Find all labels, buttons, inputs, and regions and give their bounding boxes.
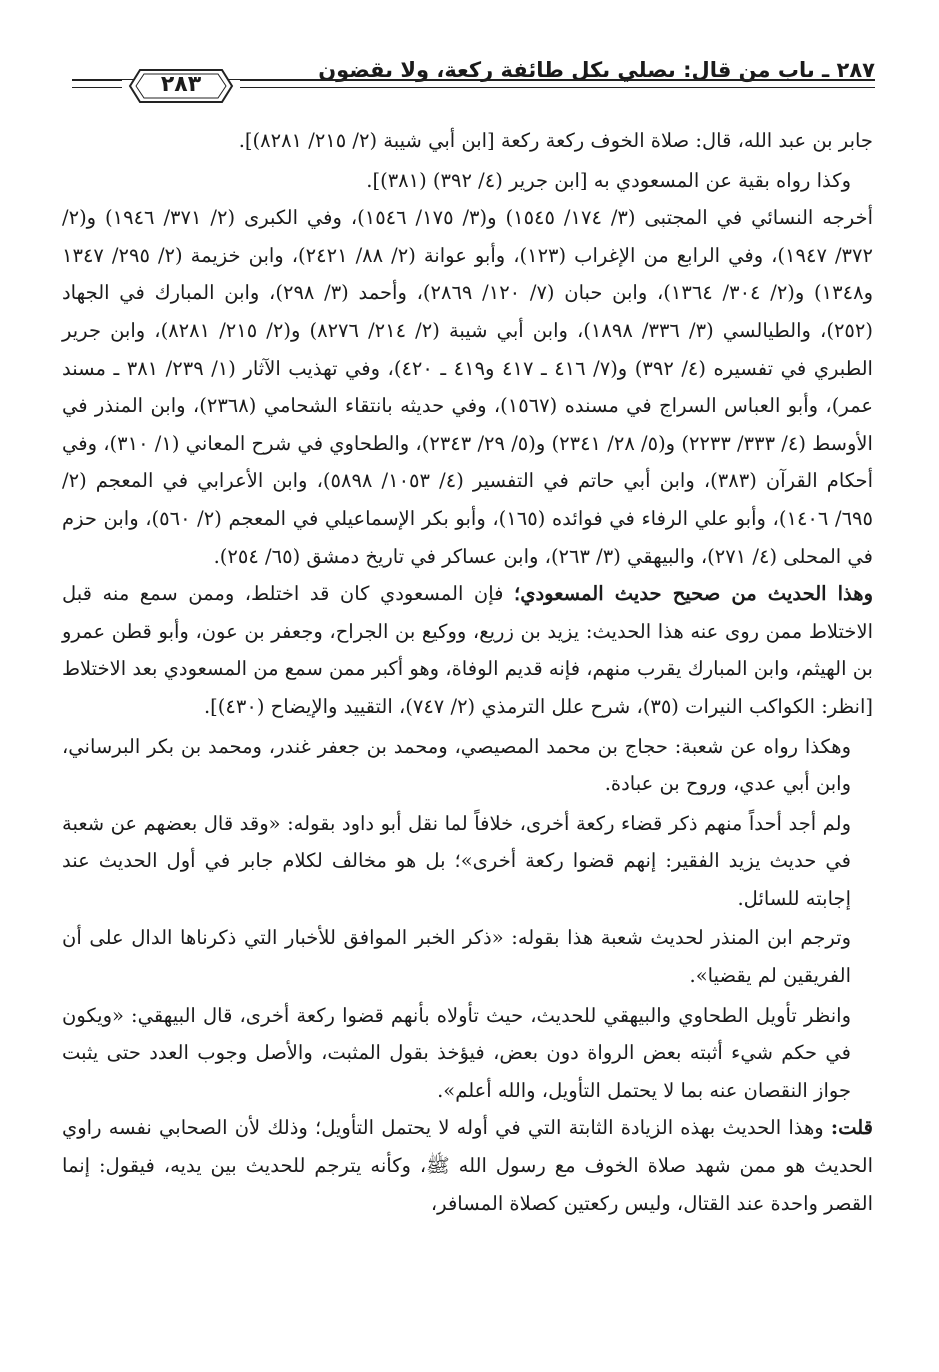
paragraph	[62, 1109, 873, 1222]
page-number-badge	[122, 66, 240, 106]
paragraph-text: وهكذا رواه عن شعبة: حجاج بن محمد المصيصي، ومحمد بن جعفر غندر، ومحمد بن بكر البرساني، وابن أبي عدي، وروح بن عبادة.	[62, 734, 851, 796]
paragraph	[62, 122, 873, 160]
paragraph-text: وترجم ابن المنذر لحديث شعبة هذا بقوله: «ذكر الخبر الموافق للأخبار التي ذكرناها الدال على أن الفريقين لم يقضيا».	[62, 926, 851, 988]
body-text	[62, 122, 873, 1222]
paragraph-text: ولم أجد أحداً منهم ذكر قضاء ركعة أخرى، خلافاً لما نقل أبو داود بقوله: «وقد قال بعضهم عن شعبة في حديث يزيد الفقير: إنهم قضوا ركعة أخرى»؛ بل هو مخالف لكلام جابر في أول الحديث عند إجابته للسائل.	[62, 811, 851, 910]
paragraph	[62, 805, 873, 918]
paragraph-text: وهذا الحديث بهذه الزيادة الثابتة التي في أوله لا يحتمل التأويل؛ وذلك لأن الصحابي نفسه راوي الحديث هو ممن شهد صلاة الخوف مع رسول الله ﷺ، وكأنه يترجم للحديث بين يديه، فيقول: إنما القصر واحدة عند القتال، وليس ركعتين كصلاة المسافر،	[62, 1116, 873, 1215]
page-number: ٢٨٣	[160, 72, 202, 97]
paragraph	[62, 919, 873, 994]
paragraph-lead: وهذا الحديث من صحيح حديث المسعودي؛	[514, 582, 873, 606]
paragraph-text: أخرجه النسائي في المجتبى (٣/ ١٧٤/ ١٥٤٥) و(٣/ ١٧٥/ ١٥٤٦)، وفي الكبرى (٢/ ٣٧١/ ١٩٤٦) و(٢/ ٣٧٢/ ١٩٤٧)، وفي الرابع من الإغراب (١٢٣)، وأبو عوانة (٢/ ٨٨/ ٢٤٢١)، وابن خزيمة (٢/ ٢٩٥/ ١٣٤٧ و١٣٤٨) و(٢/ ٣٠٤/ ١٣٦٤)، وابن حبان (٧/ ١٢٠/ ٢٨٦٩)، وأحمد (٣/ ٢٩٨)، وابن المبارك في الجهاد (٢٥٢)، والطيالسي (٣/ ٣٣٦/ ١٨٩٨)، وابن أبي شيبة (٢/ ٢١٤/ ٨٢٧٦) و(٢/ ٢١٥/ ٨٢٨١)، وابن جرير الطبري في تفسيره (٤/ ٣٩٢) و(٧/ ٤١٦ ـ ٤١٧ و٤١٩ ـ ٤٢٠)، وفي تهذيب الآثار (١/ ٢٣٩/ ٣٨١ ـ مسند عمر)، وأبو العباس السراج في مسنده (١٥٦٧)، وفي حديثه بانتقاء الشحامي (٢٣٦٨)، وابن المنذر في الأوسط (٤/ ٣٣٣/ ٢٢٣٣) و(٥/ ٢٨/ ٢٣٤١) و(٥/ ٢٩/ ٢٣٤٣)، والطحاوي في شرح المعاني (١/ ٣١٠)، وفي أحكام القرآن (٣٨٣)، وابن أبي حاتم في التفسير (٤/ ١٠٥٣/ ٥٨٩٨)، وابن الأعرابي في المعجم (٢/ ٦٩٥/ ١٤٠٦)، وأبو علي الرفاء في فوائده (١٦٥)، وأبو بكر الإسماعيلي في المعجم (٢/ ٥٦٠)، وابن حزم في المحلى (٤/ ٢٧١)، والبيهقي (٣/ ٢٦٣)، وابن عساكر في تاريخ دمشق (٦٥/ ٢٥٤).	[62, 206, 874, 568]
paragraph-text: وكذا رواه بقية عن المسعودي به [ابن جرير (٤/ ٣٩٢) (٣٨١)].	[366, 168, 851, 192]
paragraph	[62, 575, 873, 725]
paragraph-text: جابر بن عبد الله، قال: صلاة الخوف ركعة ركعة [ابن أبي شيبة (٢/ ٢١٥/ ٨٢٨١)].	[238, 129, 873, 152]
paragraph	[62, 997, 873, 1110]
paragraph-lead: قلت:	[830, 1116, 873, 1140]
paragraph	[62, 199, 873, 575]
paragraph-text: فإن المسعودي كان قد اختلط، وممن سمع منه قبل الاختلاط ممن روى عنه هذا الحديث: يزيد بن زريع، ووكيع بن الجراح، وجعفر بن عون، وأبو قطن عمرو بن الهيثم، وابن المبارك يقرب منهم، فإنه قديم الوفاة، وهو أكبر ممن سمع من المسعودي بعد الاختلاط [انظر: الكواكب النيرات (٣٥)، شرح علل الترمذي (٢/ ٧٤٧)، التقييد والإيضاح (٤٣٠)].	[62, 582, 873, 718]
running-chapter-title: ٢٨٧ ـ باب من قال: يصلي بكل طائفة ركعة، ولا يقضون	[318, 58, 875, 82]
paragraph	[62, 728, 873, 803]
paragraph	[62, 162, 873, 200]
paragraph-text: وانظر تأويل الطحاوي والبيهقي للحديث، حيث تأولاه بأنهم قضوا ركعة أخرى، قال البيهقي: «ويكون في حكم شيء أثبته بعض الرواة دون بعض، فيؤخذ بقول المثبت، والأصل وجوب العدد حتى يثبت جواز النقصان عنه بما لا يحتمل التأويل، والله أعلم».	[62, 1003, 851, 1102]
page-header	[72, 50, 875, 106]
